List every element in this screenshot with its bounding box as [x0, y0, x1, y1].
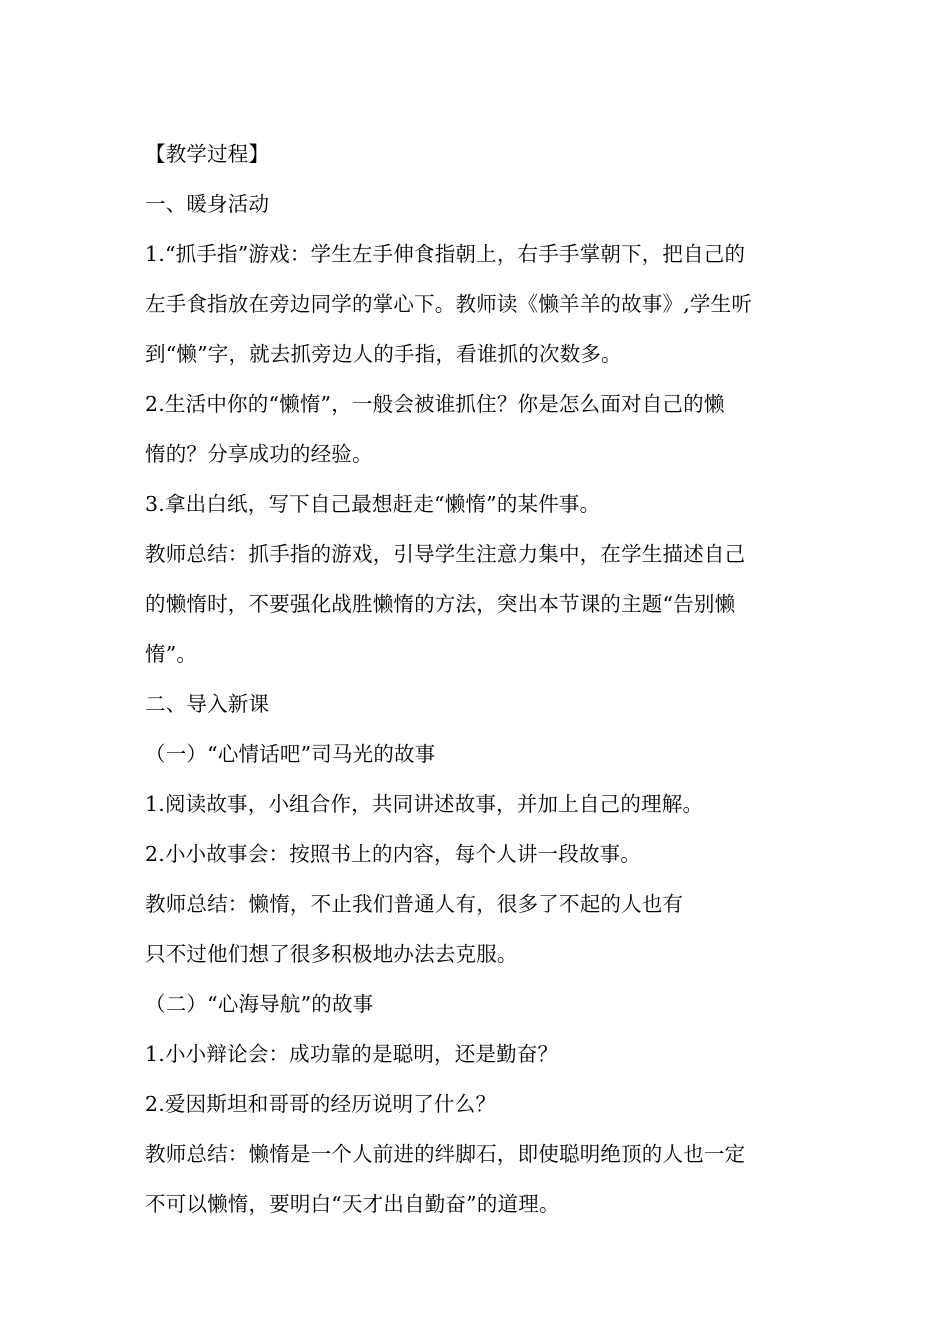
- paragraph-line: 2.小小故事会：按照书上的内容，每个人讲一段故事。: [145, 842, 642, 866]
- paragraph-line: 1.小小辩论会：成功靠的是聪明，还是勤奋？: [145, 1042, 559, 1066]
- paragraph-line: 1.阅读故事，小组合作，共同讲述故事，并加上自己的理解。: [145, 792, 704, 816]
- paragraph-line: 只不过他们想了很多积极地办法去克服。: [145, 942, 518, 966]
- paragraph-line: 惰”。: [145, 642, 198, 666]
- paragraph-line: 左手食指放在旁边同学的掌心下。教师读《懒羊羊的故事》,学生听: [145, 292, 753, 316]
- paragraph-line: 惰的？分享成功的经验。: [145, 442, 373, 466]
- paragraph-line: 3.拿出白纸，写下自己最想赶走“懒惰”的某件事。: [145, 492, 601, 516]
- paragraph-line: 到“懒”字，就去抓旁边人的手指，看谁抓的次数多。: [145, 342, 622, 366]
- paragraph-line: 教师总结：懒惰是一个人前进的绊脚石，即使聪明绝顶的人也一定: [145, 1142, 746, 1166]
- document-body: [145, 129, 820, 1229]
- paragraph-line: 2.生活中你的“懒惰”，一般会被谁抓住？你是怎么面对自己的懒: [145, 392, 725, 416]
- paragraph-line: 2.爱因斯坦和哥哥的经历说明了什么？: [145, 1092, 497, 1116]
- paragraph-line: 不可以懒惰，要明白“天才出自勤奋”的道理。: [145, 1192, 560, 1216]
- section-heading-new-lesson: 二、导入新课: [145, 692, 270, 716]
- subsection-heading-mood-bar: （一）“心情话吧”司马光的故事: [145, 742, 436, 766]
- paragraph-line: 教师总结：懒惰，不止我们普通人有，很多了不起的人也有: [145, 892, 684, 916]
- paragraph-line: 1.“抓手指”游戏：学生左手伸食指朝上，右手手掌朝下，把自己的: [145, 242, 746, 266]
- subsection-heading-heart-navigation: （二）“心海导航”的故事: [145, 992, 374, 1016]
- section-heading-teaching-process: 【教学过程】: [145, 142, 270, 166]
- paragraph-line: 教师总结：抓手指的游戏，引导学生注意力集中，在学生描述自己: [145, 542, 746, 566]
- paragraph-line: 的懒惰时，不要强化战胜懒惰的方法，突出本节课的主题“告别懒: [145, 592, 736, 616]
- section-heading-warmup: 一、暖身活动: [145, 192, 270, 216]
